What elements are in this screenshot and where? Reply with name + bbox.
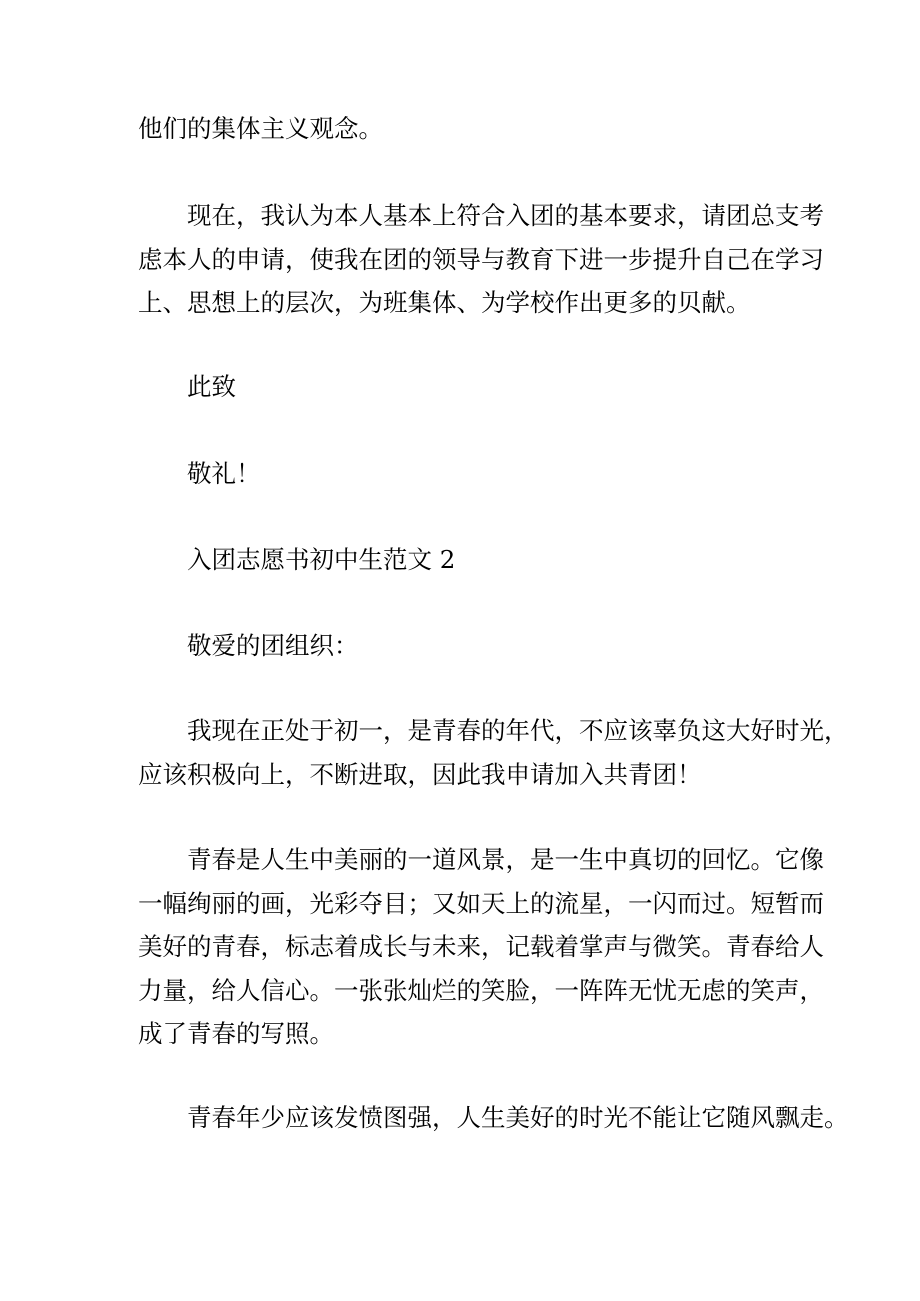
- text-line: 应该积极向上，不断进取，因此我申请加入共青团！: [138, 759, 702, 789]
- paragraph-youth-striving: [138, 1096, 849, 1140]
- paragraph-regards: [138, 452, 798, 496]
- text-line: 成了青春的写照。: [138, 1019, 334, 1048]
- paragraph-introduction: [138, 709, 849, 796]
- text-line: 美好的青春，标志着成长与未来，记载着掌声与微笑。青春给人: [138, 932, 824, 961]
- text-line: 一幅绚丽的画，光彩夺目；又如天上的流星，一闪而过。短暂而: [138, 888, 824, 918]
- text-line: 力量，给人信心。一张张灿烂的笑脸，一阵阵无忧无虑的笑声，: [138, 975, 824, 1005]
- paragraph-youth-description: [138, 838, 824, 1056]
- text-line: 上、思想上的层次，为班集体、为学校作出更多的贝献。: [138, 288, 751, 317]
- text-line: 敬礼！: [187, 459, 261, 488]
- paragraph-greeting: [138, 624, 798, 668]
- text-line: 青春是人生中美丽的一道风景，是一生中真切的回忆。它像: [187, 845, 824, 874]
- paragraph-collectivism-ending: [138, 107, 798, 151]
- text-line: 青春年少应该发愤图强，人生美好的时光不能让它随风飘走。: [187, 1103, 849, 1132]
- section-heading: [138, 538, 798, 582]
- text-line: 敬爱的团组织：: [187, 631, 359, 660]
- text-line: 入团志愿书初中生范文 2: [187, 545, 456, 574]
- text-line: 此致: [187, 372, 236, 401]
- paragraph-closing-salutation: [138, 365, 798, 409]
- text-line: 现在，我认为本人基本上符合入团的基本要求，请团总支考: [187, 201, 824, 230]
- text-line: 他们的集体主义观念。: [138, 114, 383, 143]
- paragraph-application-request: [138, 194, 824, 325]
- text-line: 我现在正处于初一，是青春的年代，不应该辜负这大好时光，: [187, 716, 849, 745]
- text-line: 虑本人的申请，使我在团的领导与教育下进一步提升自己在学习: [138, 244, 824, 274]
